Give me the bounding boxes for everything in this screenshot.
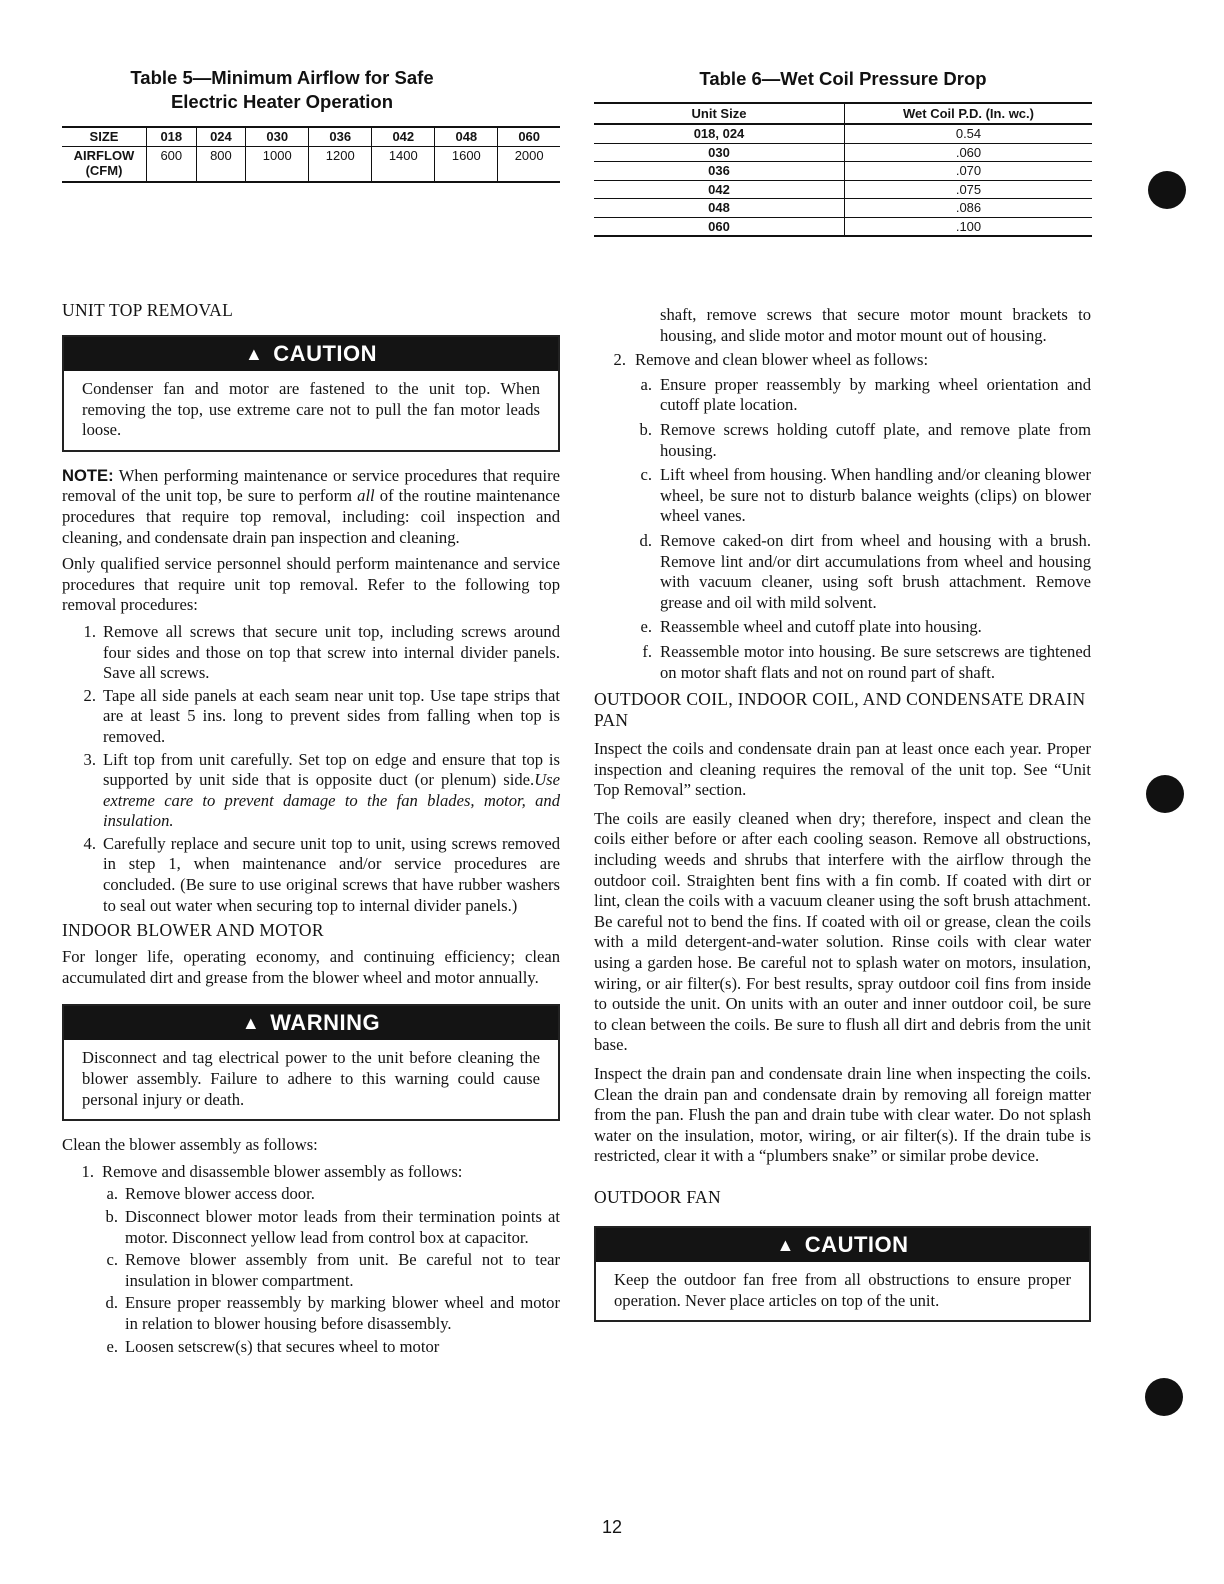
- substep-letter: e.: [106, 1336, 118, 1356]
- step-number: 1.: [83, 621, 96, 641]
- table5-cell: 1000: [246, 147, 309, 183]
- wheel-substep: [594, 642, 1091, 683]
- table5-row-label: [62, 147, 147, 183]
- substep-text: Disconnect blower motor leads from their termination points at motor. Disconnect yellow lead from control box at capacitor.: [125, 1207, 560, 1247]
- table5-row-label-line1: AIRFLOW: [73, 148, 135, 163]
- table6-row: [594, 199, 1092, 218]
- blower-substep: [62, 1184, 560, 1205]
- table6-row: [594, 143, 1092, 162]
- table5-title: [62, 66, 502, 114]
- left-column: [62, 300, 560, 1357]
- table6-row: [594, 124, 1092, 143]
- table5-header-row: [62, 127, 560, 147]
- top-removal-step: [62, 622, 560, 684]
- binder-hole-icon: [1148, 171, 1186, 209]
- table5-cell: 600: [147, 147, 197, 183]
- top-removal-step: [62, 750, 560, 832]
- caution-text: Keep the outdoor fan free from all obstructions to ensure proper operation. Never place articles on top of the unit.: [614, 1269, 1071, 1310]
- substep-text: Remove screws holding cutoff plate, and remove plate from housing.: [660, 419, 1091, 460]
- indoor-blower-heading: INDOOR BLOWER AND MOTOR: [62, 920, 324, 941]
- coil-paragraph-3: Inspect the drain pan and condensate drain line when inspecting the coils. Clean the drain pan and condensate drain by removing all foreign matter from the pan. Flush the pan and drain tube with clear water. Do not splash water on the insulation, motor, wiring, or air filter(s). If the drain tube is restricted, clear it with a “plumbers snake” or similar probe device.: [594, 1064, 1091, 1166]
- substep-text: Reassemble wheel and cutoff plate into housing.: [660, 617, 982, 637]
- table6-row: [594, 180, 1092, 199]
- table6-cell: .070: [845, 162, 1093, 181]
- blower-substep: [62, 1337, 560, 1358]
- substep-text: Remove blower access door.: [125, 1184, 315, 1204]
- table6: [594, 102, 1092, 237]
- table5-title-line1: Table 5—Minimum Airflow for Safe: [130, 67, 434, 88]
- table5-header-cell: 060: [498, 127, 560, 147]
- wheel-substep: [594, 420, 1091, 461]
- table5-header-cell: 042: [372, 127, 435, 147]
- table6-cell: 048: [594, 199, 845, 218]
- table6-cell: 036: [594, 162, 845, 181]
- right-column: [594, 305, 1091, 1322]
- blower-substep: [62, 1207, 560, 1248]
- table6-title: Table 6—Wet Coil Pressure Drop: [699, 68, 987, 89]
- warning-triangle-icon: ▲: [241, 1013, 261, 1034]
- warning-text: Disconnect and tag electrical power to the unit before cleaning the blower assembly. Failure to adhere to this warning could cause personal injury or death.: [82, 1048, 540, 1109]
- table6-cell: .075: [845, 180, 1093, 199]
- substep-letter: c.: [106, 1250, 118, 1270]
- table6-cell: 0.54: [845, 124, 1093, 143]
- table5-row: [62, 147, 560, 183]
- table5-header-cell: 030: [246, 127, 309, 147]
- continued-text: shaft, remove screws that secure motor mount brackets to housing, and slide motor and motor mount out of housing.: [660, 305, 1091, 345]
- step-number: 2.: [613, 350, 626, 370]
- warning-body: [64, 1040, 558, 1119]
- coil-paragraph-2: The coils are easily cleaned when dry; therefore, inspect and clean the coils either before or after each cooling season. Remove all obstructions, including weeds and shrubs that interfere with the airflow through the outdoor coil. Straighten bent fins with a fin comb. If coated with dirt or lint, clean the coils with a vacuum cleaner using the soft brush attachment. Be careful not to bend the fins. If coated with oil or grease, clean the coils with a mild detergent-and-water solution. Rinse coils with clear water using a garden hose. Be careful not to splash water on motors, insulation, wiring, or air filter(s). For best results, spray outdoor coil fins from inside to outside the unit. On units with an outer and inner outdoor coil, be sure to clean between the coils. Be sure to flush all dirt and debris from the unit base.: [594, 808, 1091, 1055]
- substep-text: Loosen setscrew(s) that secures wheel to motor: [125, 1336, 440, 1356]
- substep-letter: e.: [640, 617, 652, 637]
- table5: [62, 126, 560, 183]
- step-text: Carefully replace and secure unit top to unit, using screws removed in step 1, when maintenance and/or service procedures are concluded. (Be sure to use original screws that have rubber washers to seal out water when securing top to internal divider panels.): [103, 833, 560, 915]
- caution-label: CAUTION: [804, 1231, 909, 1257]
- coil-paragraph-1: Inspect the coils and condensate drain pan at least once each year. Proper inspection and cleaning requires the removal of the unit top. See “Unit Top Removal” section.: [594, 739, 1091, 800]
- table6-row: [594, 162, 1092, 181]
- blower-intro: For longer life, operating economy, and continuing efficiency; clean accumulated dirt and grease from the blower wheel and motor annually.: [62, 947, 560, 987]
- caution-text: Condenser fan and motor are fastened to the unit top. When removing the top, use extreme care not to pull the fan motor leads loose.: [82, 379, 540, 440]
- blower-step: [594, 350, 1091, 371]
- step-number: 3.: [83, 749, 96, 769]
- table5-header-cell: 036: [309, 127, 372, 147]
- caution-body: [64, 371, 558, 450]
- blower-step: [62, 1162, 560, 1183]
- table5-header-cell: 048: [435, 127, 498, 147]
- top-removal-step: [62, 686, 560, 748]
- substep-letter: a.: [106, 1184, 118, 1204]
- note-italic: all: [357, 486, 375, 506]
- warning-box: [62, 1004, 560, 1121]
- table6-cell: 018, 024: [594, 124, 845, 143]
- table6-cell: 030: [594, 143, 845, 162]
- substep-text: Ensure proper reassembly by marking wheel orientation and cutoff plate location.: [660, 374, 1091, 415]
- step-italic-text: Use extreme care to prevent damage to the fan blades, motor, and insulation.: [103, 770, 560, 831]
- step-text: Remove all screws that secure unit top, including screws around four sides and those on top that screw into internal divider panels. Save all screws.: [103, 621, 560, 683]
- table6-cell: .086: [845, 199, 1093, 218]
- unit-top-removal-heading: UNIT TOP REMOVAL: [62, 300, 234, 320]
- note-text-2: of the routine maintenance procedures that require top removal, including: coil inspection and cleaning, and condensate drain pan inspection and cleaning.: [62, 486, 560, 547]
- substep-text: Remove caked-on dirt from wheel and housing with a brush. Remove lint and/or dirt accumulations from wheel and housing with vacuum cleaner, using soft brush attachment. Remove grease and oil with mild solvent.: [660, 530, 1091, 612]
- caution-bar: [596, 1228, 1089, 1262]
- step-number: 4.: [83, 833, 96, 853]
- table6-cell: .100: [845, 217, 1093, 236]
- substep-letter: a.: [640, 374, 652, 394]
- substep-text: Lift wheel from housing. When handling and/or cleaning blower wheel, be sure not to disturb balance weights (clips) on blower wheel vanes.: [660, 465, 1091, 526]
- outdoor-fan-heading: OUTDOOR FAN: [594, 1186, 721, 1207]
- warning-triangle-icon: ▲: [244, 344, 264, 364]
- substep-letter: d.: [639, 530, 652, 550]
- table5-cell: 1600: [435, 147, 498, 183]
- table5-header-cell: 018: [147, 127, 197, 147]
- step-number: 1.: [81, 1161, 94, 1181]
- note-text-1: When performing maintenance or service procedures that require removal of the unit top, be sure to perform: [62, 465, 560, 506]
- table5-header-cell: SIZE: [62, 127, 147, 147]
- binder-hole-icon: [1145, 1378, 1183, 1416]
- qualified-paragraph: Only qualified service personnel should perform maintenance and service procedures that require unit top removal. Refer to the following top removal procedures:: [62, 554, 560, 615]
- table6-cell: 060: [594, 217, 845, 236]
- page-number: 12: [601, 1517, 623, 1537]
- step-text: Remove and disassemble blower assembly as follows:: [102, 1161, 463, 1181]
- blower-substep: [62, 1293, 560, 1334]
- caution-bar: [64, 337, 558, 371]
- wheel-substep: [594, 617, 1091, 638]
- step-text: Lift top from unit carefully. Set top on edge and ensure that top is supported by unit side that is opposite duct (or plenum) side.: [103, 749, 560, 790]
- note-paragraph: [62, 466, 560, 548]
- wheel-substep: [594, 465, 1091, 527]
- step-number: 2.: [83, 685, 96, 705]
- blower-substep: [62, 1250, 560, 1291]
- table6-header-row: [594, 103, 1092, 124]
- caution-label: CAUTION: [273, 341, 378, 366]
- step-text: Remove and clean blower wheel as follows:: [635, 350, 929, 370]
- table6-header-cell: Wet Coil P.D. (In. wc.): [845, 103, 1093, 124]
- caution-box-outdoor-fan: [594, 1226, 1091, 1322]
- substep-letter: c.: [640, 465, 652, 485]
- note-label: NOTE:: [62, 465, 114, 485]
- wheel-substep: [594, 531, 1091, 613]
- substep-text: Remove blower assembly from unit. Be careful not to tear insulation in blower compartment.: [125, 1250, 560, 1290]
- wheel-substep: [594, 375, 1091, 416]
- table5-cell: 1200: [309, 147, 372, 183]
- warning-label: WARNING: [270, 1010, 381, 1036]
- table5-header-cell: 024: [196, 127, 246, 147]
- table6-header-cell: Unit Size: [594, 103, 845, 124]
- warning-bar: [64, 1006, 558, 1040]
- table5-row-label-line2: (CFM): [85, 163, 123, 178]
- table6-cell: 042: [594, 180, 845, 199]
- substep-letter: d.: [105, 1293, 118, 1313]
- table5-cell: 1400: [372, 147, 435, 183]
- table5-cell: 800: [196, 147, 246, 183]
- clean-intro: Clean the blower assembly as follows:: [62, 1135, 318, 1155]
- caution-body: [596, 1262, 1089, 1320]
- substep-text: Reassemble motor into housing. Be sure setscrews are tightened on motor shaft flats and not on round part of shaft.: [660, 641, 1091, 682]
- step-text: Tape all side panels at each seam near unit top. Use tape strips that are at least 5 ins. long to prevent sides from falling when top is removed.: [103, 685, 560, 746]
- caution-box-unit-top: [62, 335, 560, 452]
- binder-hole-icon: [1146, 775, 1184, 813]
- substep-letter: b.: [639, 419, 652, 439]
- table6-cell: .060: [845, 143, 1093, 162]
- top-removal-step: [62, 834, 560, 916]
- table5-title-line2: Electric Heater Operation: [170, 91, 394, 112]
- table5-cell: 2000: [498, 147, 560, 183]
- substep-letter: b.: [105, 1207, 118, 1226]
- substep-letter: f.: [642, 641, 652, 661]
- substep-text: Ensure proper reassembly by marking blower wheel and motor in relation to blower housing before disassembly.: [125, 1293, 560, 1333]
- warning-triangle-icon: ▲: [776, 1234, 795, 1255]
- coil-heading: OUTDOOR COIL, INDOOR COIL, AND CONDENSATE DRAIN PAN: [594, 689, 1086, 731]
- table6-row: [594, 217, 1092, 236]
